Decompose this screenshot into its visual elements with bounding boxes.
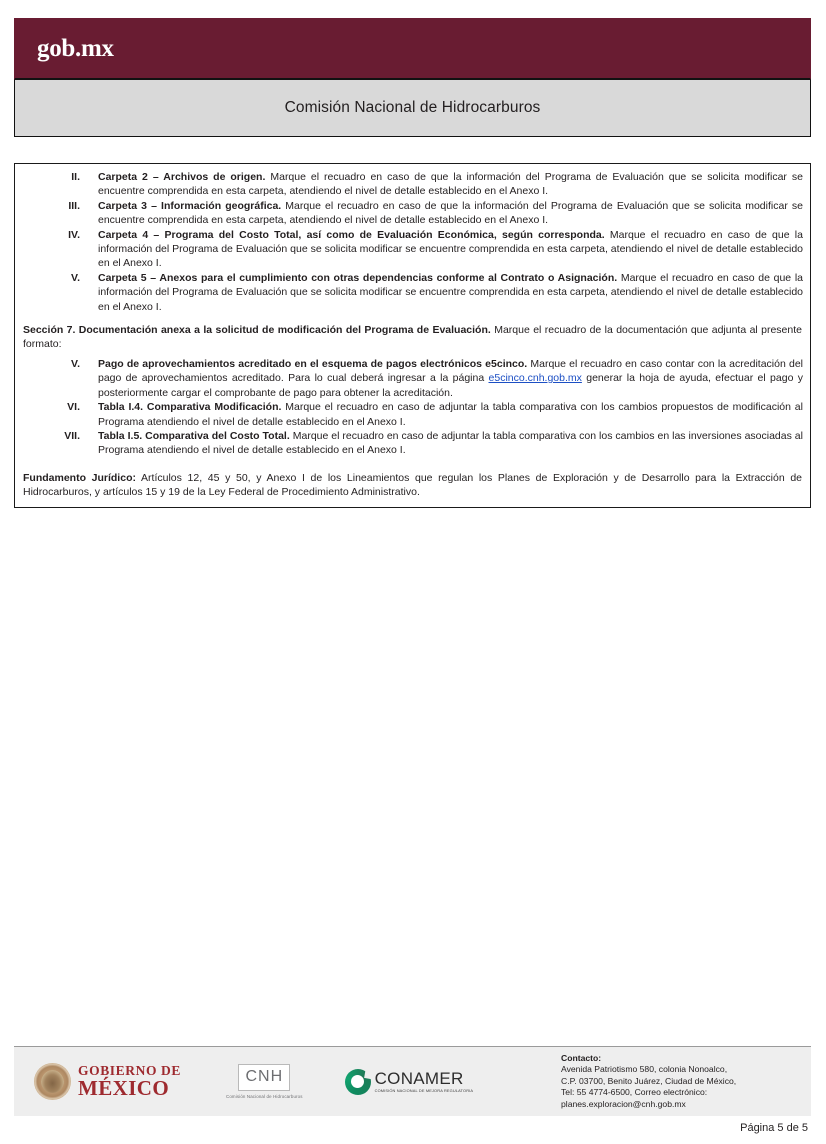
page-number: Página 5 de 5 — [740, 1122, 808, 1134]
list-item-title: Tabla I.4. Comparativa Modificación. — [98, 401, 282, 414]
spacer — [22, 458, 803, 471]
document-footer — [14, 1046, 811, 1116]
list-item-title: Carpeta 2 – Archivos de origen. — [98, 171, 266, 183]
e5cinco-link[interactable]: e5cinco.cnh.gob.mx — [488, 372, 582, 385]
document-header — [14, 18, 811, 137]
contact-title: Contacto: — [561, 1052, 602, 1063]
list-item-body — [80, 400, 803, 429]
annex-items-list — [22, 357, 803, 458]
list-item-title: Tabla I.5. Comparativa del Costo Total. — [98, 429, 290, 442]
folder-items-list — [22, 170, 803, 314]
list-item-text: Marque el recuadro en caso de que la información del Programa de Evaluación que se solicita modificar se encuentre comprendida en esta carpeta, atendiendo el nivel de detalle establecido en el Anexo I. — [98, 271, 803, 313]
section-7-title: Sección 7. Documentación anexa a la solicitud de modificación del Programa de Evaluación. — [23, 324, 491, 337]
contact-address-line-1: Avenida Patriotismo 580, colonia Nonoalco, — [561, 1064, 728, 1075]
mexican-eagle-seal-icon — [34, 1063, 71, 1100]
list-item-text-before: Marque el recuadro en caso contar con la acreditación del pago de aprovechamientos acreditado. Para lo cual deberá ingresar a la página — [98, 357, 803, 385]
list-item-title: Pago de aprovechamientos acreditado en el esquema de pagos electrónicos e5cinco. — [98, 357, 528, 370]
legal-basis-label: Fundamento Jurídico: — [23, 471, 136, 484]
list-item-title: Carpeta 4 – Programa del Costo Total, así como de Evaluación Económica, según corresponda. — [98, 228, 605, 241]
conamer-logo — [345, 1069, 474, 1095]
list-item-text: Marque el recuadro en caso de que la información del Programa de Evaluación que se solicita modificar se encuentre comprendida en esta carpeta, atendiendo el nivel de detalle establecido en el Anexo I. — [98, 228, 803, 270]
list-item-text-after: generar la hoja de ayuda, efectuar el pago y posteriormente cargar el comprobante de pago para obtener la acreditación. — [98, 372, 803, 399]
list-item-numeral: III. — [68, 199, 80, 212]
list-item — [22, 170, 803, 199]
list-item-body — [80, 271, 803, 314]
list-item-numeral: II. — [71, 171, 80, 183]
list-item-body — [80, 170, 803, 199]
list-item — [22, 429, 803, 458]
gobmx-brand-bar — [14, 18, 811, 80]
gobierno-de-mexico-logo — [34, 1063, 181, 1100]
gobmx-logo[interactable]: gob.mx — [37, 35, 114, 62]
gobierno-de-mexico-wordmark — [78, 1064, 181, 1100]
main-content-box — [14, 163, 811, 508]
contact-address-line-2: C.P. 03700, Benito Juárez, Ciudad de México, — [561, 1075, 737, 1086]
conamer-wordmark — [375, 1070, 474, 1093]
gobmex-line2: MÉXICO — [78, 1076, 170, 1101]
list-item-body — [80, 429, 803, 458]
list-item-title: Carpeta 5 – Anexos para el cumplimiento con otras dependencias conforme al Contrato o Asignación. — [98, 271, 618, 284]
list-item — [22, 357, 803, 400]
list-item-text: Marque el recuadro en caso de que la información del Programa de Evaluación que se solicita modificar se encuentre comprendida en esta carpeta, atendiendo el nivel de detalle establecido en el Anexo I. — [98, 199, 803, 227]
list-item — [22, 228, 803, 271]
agency-title-bar — [14, 80, 811, 137]
footer-logos — [14, 1063, 473, 1100]
legal-basis-paragraph — [22, 471, 803, 500]
list-item-numeral: VI. — [67, 401, 80, 414]
list-item-numeral: VII. — [64, 429, 80, 442]
list-item — [22, 199, 803, 228]
conamer-subtitle: COMISIÓN NACIONAL DE MEJORA REGULATORIA — [374, 1088, 474, 1094]
list-item-numeral: IV. — [68, 228, 80, 241]
agency-title: Comisión Nacional de Hidrocarburos — [284, 99, 541, 116]
list-item-text-before: Marque el recuadro en caso de adjuntar la tabla comparativa con los cambios en las inversiones asociadas al Programa atendiendo el nivel de detalle establecido en el Anexo I. — [98, 429, 803, 457]
list-item-numeral: V. — [71, 357, 80, 370]
spacer — [22, 314, 803, 323]
list-item-text-before: Marque el recuadro en caso de adjuntar la tabla comparativa con los cambios propuestos de modificación al Programa atendiendo el nivel de detalle establecido en el Anexo I. — [98, 401, 803, 428]
section-7-paragraph — [22, 323, 803, 352]
list-item-body — [80, 357, 803, 400]
cnh-wordmark: CNH — [238, 1064, 290, 1091]
list-item-body — [80, 199, 803, 228]
list-item-text: Marque el recuadro en caso de que la información del Programa de Evaluación que se solicita modificar se encuentre comprendida en esta carpeta, atendiendo el nivel de detalle establecido en el Anexo I. — [98, 171, 803, 198]
list-item-numeral: V. — [71, 271, 80, 284]
contact-block — [561, 1053, 811, 1111]
list-item — [22, 271, 803, 314]
list-item-title: Carpeta 3 – Información geográfica. — [98, 199, 282, 212]
list-item-body — [80, 228, 803, 271]
cnh-logo — [226, 1064, 303, 1100]
section-7-text: Marque el recuadro de la documentación que adjunta al presente formato: — [23, 324, 802, 351]
contact-email[interactable]: planes.exploracion@cnh.gob.mx — [561, 1098, 686, 1109]
legal-basis-text: Artículos 12, 45 y 50, y Anexo I de los Lineamientos que regulan los Planes de Exploración y de Desarrollo para la Extracción de Hidrocarburos, y artículos 15 y 19 de la Ley Federal de Procedimiento Administrativo. — [23, 471, 803, 499]
contact-phone-line: Tel: 55 4774-6500, Correo electrónico: — [561, 1087, 708, 1098]
conamer-spiral-icon — [345, 1069, 371, 1095]
list-item — [22, 400, 803, 429]
conamer-name: CONAMER — [374, 1069, 464, 1089]
cnh-subtitle: Comisión Nacional de Hidrocarburos — [226, 1093, 303, 1099]
gobmex-line1: GOBIERNO DE — [78, 1062, 181, 1078]
